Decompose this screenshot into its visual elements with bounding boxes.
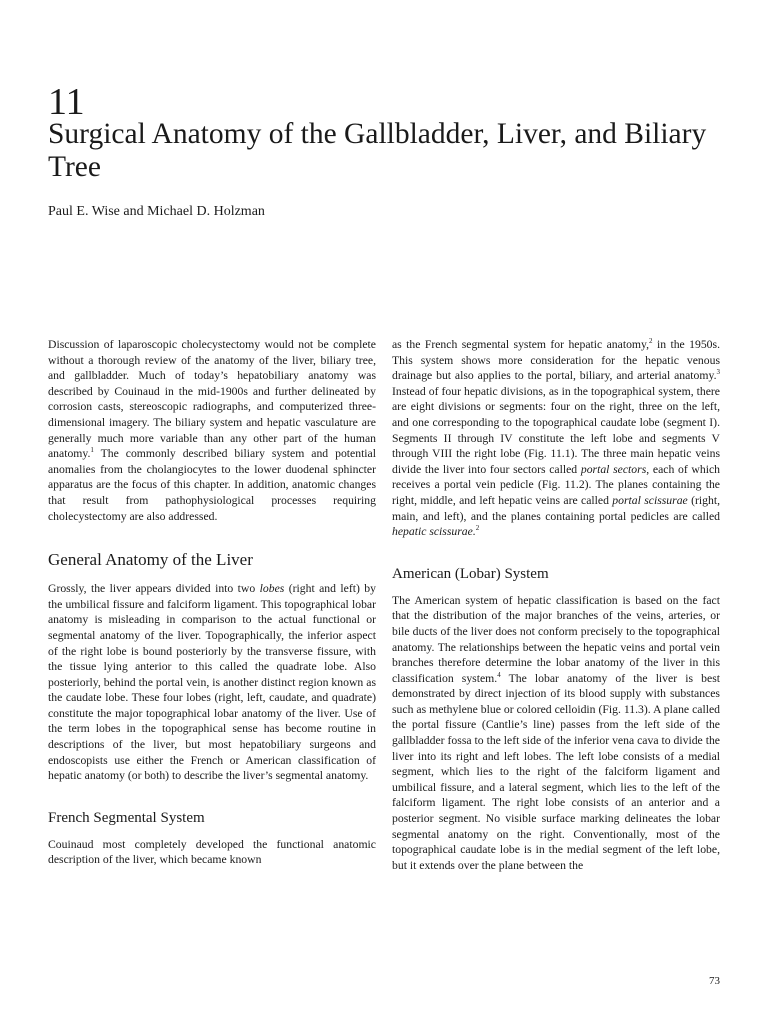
french-text-e: (right, main, and left), and the planes containing portal pedicles are called <box>392 493 720 523</box>
french-text-b: in the 1950s. This system shows more consideration for the hepatic venous drainage but also applies to the portal, biliary, and arterial anatomy. <box>392 338 720 383</box>
section-heading-general-anatomy: General Anatomy of the Liver <box>48 550 253 570</box>
intro-text-a: Discussion of laparoscopic cholecystectomy would not be complete without a thorough review of the anatomy of the liver, biliary tree, and gallbladder. Much of today’s hepatobiliary anatomy was described by Couinaud in the mid-1900s and further delineated by corrosion casts, stereoscopic radiographs, and computerized three-dimensional imagery. The biliary system and hepatic vasculature are generally much more variable than any other part of the human anatomy. <box>48 338 376 461</box>
reference-2b: 2 <box>475 524 480 533</box>
intro-text-b: The commonly described biliary system and potential anomalies from the cholangiocytes to the lower duodenal sphincter apparatus are the focus of this chapter. In addition, anatomic changes that result from pathophysiological processes requiring cholecystectomy are also addressed. <box>48 447 376 523</box>
chapter-authors: Paul E. Wise and Michael D. Holzman <box>48 204 265 219</box>
french-text-c: Instead of four hepatic divisions, as in the topographical system, there are eight divisions or segments: four on the right, three on the left, and one corresponding to the topographical caudate lobe (segment I). Segments II through IV constitute the left lobe and segments V through VIII the right lobe (Fig. 11.1). The three main hepatic veins divide the liver into four sectors called <box>392 384 720 476</box>
french-text-d: , each of which receives a portal vein pedicle (Fig. 11.2). The planes containing the right, middle, and left hepatic veins are called <box>392 462 720 507</box>
subsection-heading-american: American (Lobar) System <box>392 565 549 582</box>
french-paragraph-continued <box>392 337 720 540</box>
general-text-b: (right and left) by the umbilical fissure and falciform ligament. This topographical lobar anatomy is misleading in comparison to the actual functional or segmental anatomy of the liver. Topographically, the inferior aspect of the right lobe is bound posteriorly by the transverse fissure, with the tissue lying anterior to this called the quadrate lobe. Also posteriorly, behind the portal vein, is another distinct region known as the caudate lobe. These four lobes (right, left, caudate, and quadrate) constitute the major topographical lobar anatomy of the liver. Use of the term lobes in the topographical sense has become routine in descriptions of the liver, but most hepatobiliary surgeons and endoscopists use either the French or American classification of hepatic anatomy (or both) to describe the liver’s segmental anatomy. <box>48 582 376 783</box>
american-text-b: The lobar anatomy of the liver is best demonstrated by direct injection of its blood supply with substances such as methylene blue or colored celloidin (Fig. 11.3). A plane called the portal fissure (Cantlie’s line) passes from the left side of the gallbladder fossa to the left side of the inferior vena cava to divide the liver into its right and left lobes. The left lobe consists of a medial segment, which lies to the right of the falciform ligament and umbilical fissure, and a lateral segment, which lies to the left of the falciform ligament. The right lobe consists of an anterior and a posterior segment. No visible surface marking delineates the lobar segmental anatomy on the right. Conventionally, most of the topographical caudate lobe is in the medial segment of the left lobe, but it extends over the plane between the <box>392 671 720 872</box>
reference-3: 3 <box>716 368 720 377</box>
term-portal-sectors: portal sectors <box>580 462 647 476</box>
chapter-number: 11 <box>48 81 85 123</box>
subsection-heading-french: French Segmental System <box>48 809 205 826</box>
term-hepatic-scissurae: hepatic scissurae. <box>392 525 476 539</box>
page-number: 73 <box>709 975 720 987</box>
american-text-a: The American system of hepatic classification is based on the fact that the distribution of the major branches of the veins, arteries, or bile ducts of the liver does not conform precisely to the topographical anatomy. The relationships between the hepatic veins and portal vein branches therefore determine the lobar anatomy of the liver in this classification system. <box>392 593 720 685</box>
left-column <box>48 337 376 868</box>
general-lobes-term: lobes <box>259 582 285 596</box>
chapter-title: Surgical Anatomy of the Gallbladder, Liver, and Biliary Tree <box>48 118 707 183</box>
term-portal-scissurae: portal scissurae <box>612 493 688 507</box>
general-anatomy-paragraph <box>48 581 376 784</box>
right-column <box>392 337 720 873</box>
intro-paragraph <box>48 337 376 524</box>
reference-2: 2 <box>649 337 653 345</box>
french-paragraph-start: Couinaud most completely developed the functional anatomic description of the liver, which became known <box>48 837 376 867</box>
french-text-a: as the French segmental system for hepatic anatomy, <box>392 338 650 351</box>
american-paragraph <box>392 593 720 874</box>
general-text-a: Grossly, the liver appears divided into two <box>48 582 260 596</box>
reference-1: 1 <box>90 446 94 455</box>
reference-4: 4 <box>497 670 501 679</box>
